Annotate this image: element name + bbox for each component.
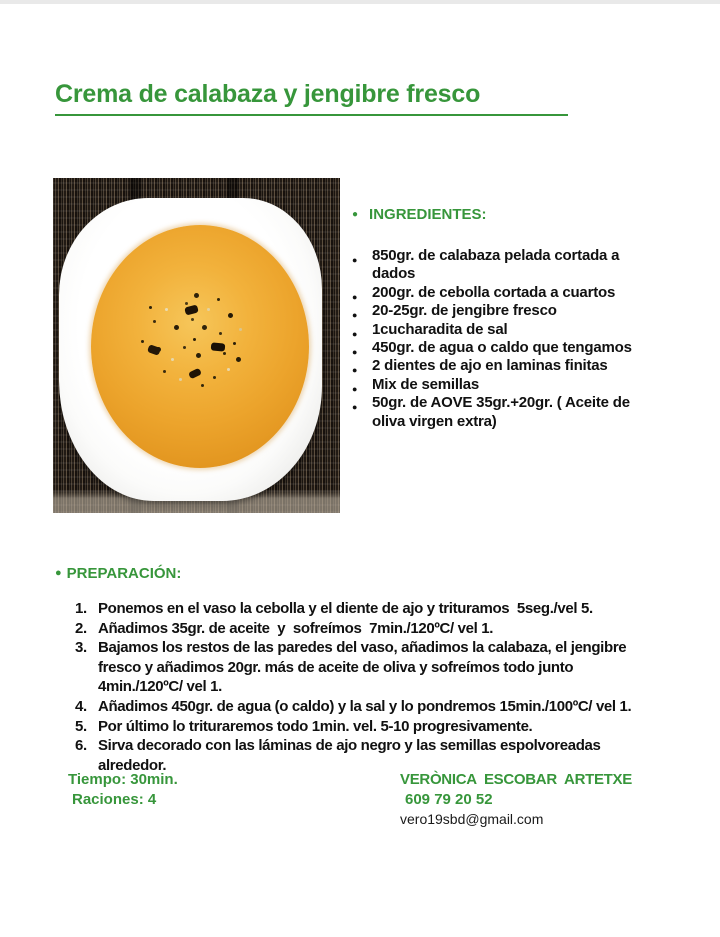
step-item: Ponemos en el vaso la cebolla y el diente de ajo y trituramos 5seg./vel 5. <box>98 600 593 617</box>
author-block <box>400 770 632 829</box>
servings-label: Raciones: 4 <box>72 791 157 808</box>
ingredients-list <box>352 247 654 431</box>
recipe-meta <box>68 770 178 810</box>
preparation-heading <box>55 565 680 582</box>
email-address: vero19sbd@gmail.com <box>400 811 544 827</box>
preparation-heading-label: PREPARACIÓN: <box>66 565 182 582</box>
step-item: Bajamos los restos de las paredes del vaso, añadimos la calabaza, el jengibre fresco y añadimos 20gr. más de aceite de oliva y sofreímos todo junto 4min./120ºC/ vel 1. <box>98 639 631 696</box>
ingredients-heading-label: INGREDIENTES: <box>369 206 487 223</box>
list-item: ● 850gr. de calabaza pelada cortada a dados <box>352 247 654 284</box>
time-label: Tiempo: 30min. <box>68 771 178 788</box>
bullet-icon: ● <box>352 208 359 220</box>
black-garlic-slice <box>211 342 226 351</box>
recipe-photo <box>53 178 340 513</box>
ingredients-heading <box>352 206 654 223</box>
phone-number: 609 79 20 52 <box>405 791 493 808</box>
list-item: ● 1cucharadita de sal <box>352 321 654 339</box>
title-underline <box>55 80 568 116</box>
step-item: Añadimos 450gr. de agua (o caldo) y la sal y lo pondremos 15min./100ºC/ vel 1. <box>98 697 632 715</box>
list-item: ● 200gr. de cebolla cortada a cuartos <box>352 284 654 302</box>
viewer-top-edge <box>0 0 720 4</box>
page-title: Crema de calabaza y jengibre fresco <box>55 80 481 108</box>
list-item: ● 50gr. de AOVE 35gr.+20gr. ( Aceite de oliva virgen extra) <box>352 394 654 431</box>
step-item: Por último lo trituraremos todo 1min. vel. 5-10 progresivamente. <box>98 717 533 735</box>
list-item: ● 20-25gr. de jengibre fresco <box>352 302 654 320</box>
bullet-icon: ● <box>55 567 62 579</box>
step-item: Añadimos 35gr. de aceite y sofreímos 7min./120ºC/ vel 1. <box>98 619 494 637</box>
ingredients-section <box>352 206 654 431</box>
seed-garnish <box>193 338 196 341</box>
list-item: ● Mix de semillas <box>352 376 654 394</box>
step-item: Sirva decorado con las láminas de ajo negro y las semillas espolvoreadas alrededor. <box>98 737 605 774</box>
preparation-section <box>55 565 680 775</box>
pumpkin-soup <box>91 225 309 468</box>
preparation-steps-list <box>75 599 663 775</box>
list-item: ● 2 dientes de ajo en laminas finitas <box>352 357 654 375</box>
author-name: VERÒNICA ESCOBAR ARTETXE <box>400 771 632 788</box>
list-item: ● 450gr. de agua o caldo que tengamos <box>352 339 654 357</box>
